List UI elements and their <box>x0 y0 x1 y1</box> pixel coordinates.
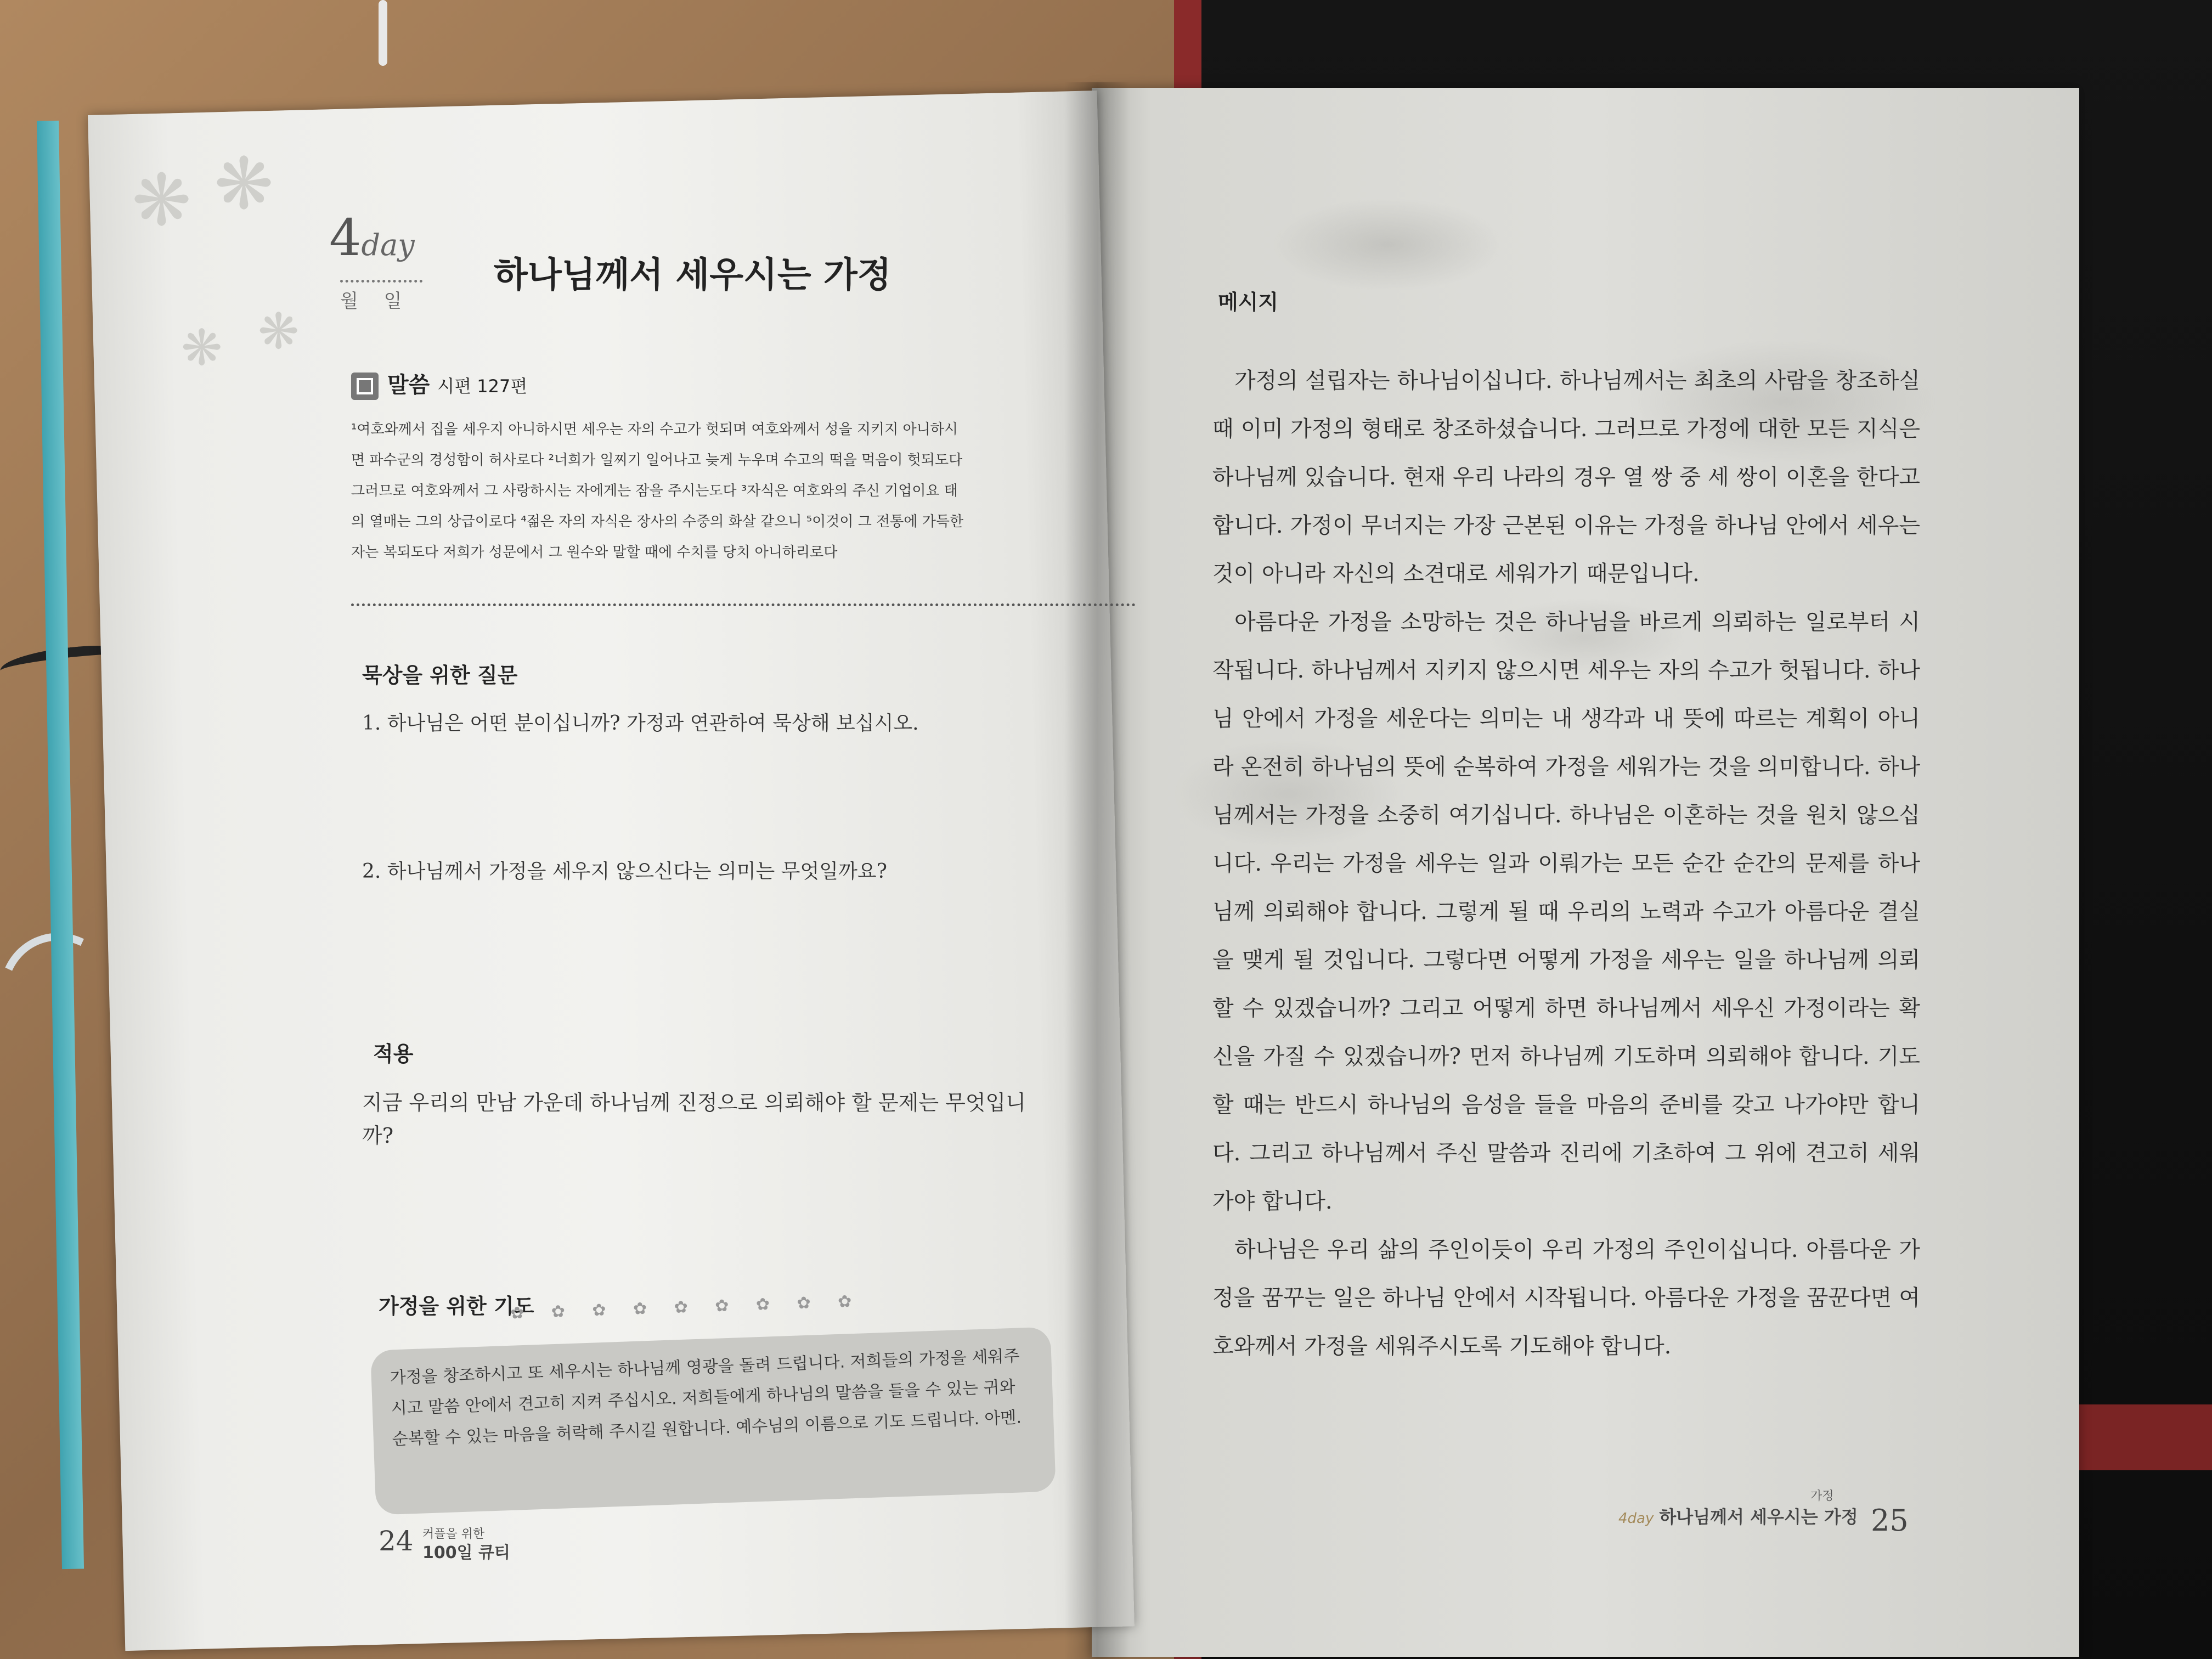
footer-title: 하나님께서 세우시는 가정 <box>1659 1506 1858 1527</box>
message-body <box>1212 357 1920 1370</box>
application-text: 지금 우리의 만남 가운데 하나님께 진정으로 의뢰해야 할 문제는 무엇입니까? <box>362 1091 1026 1148</box>
flower-icon: ❋ <box>132 159 191 242</box>
footer-day: 4day <box>1618 1510 1654 1527</box>
mat-red-corner <box>2063 1404 2212 1470</box>
message-paragraph: 아름다운 가정을 소망하는 것은 하나님을 바르게 의뢰하는 일로부터 시작됩니다. 하나님께서 지키지 않으시면 세우는 자의 수고가 헛됩니다. 하나님 안에서 가정을 세운다는 의미는 내 생각과 내 뜻에 따르는 계획이 아니라 온전히 하나님의 뜻에 순복하여 가정을 세워가는 것을 의미합니다. 하나님께서는 가정을 소중히 여기십니다. 하나님은 이혼하는 것을 원치 않으십니다. 우리는 가정을 세우는 일과 이뤄가는 모든 순간 순간의 문제를 하나님께 의뢰해야 합니다. 그렇게 될 때 우리의 노력과 수고가 아름다운 결실을 맺게 될 것입니다. 그렇다면 어떻게 가정을 세우는 일을 하나님께 의뢰할 수 있겠습니까? 그리고 어떻게 하면 하나님께서 세우신 가정이라는 확신을 가질 수 있겠습니까? 먼저 하나님께 기도하며 의뢰해야 합니다. 기도할 때는 반드시 하나님의 음성을 들을 마음의 준비를 갖고 나가야만 합니다. 그리고 하나님께서 주신 말씀과 진리에 기초하여 그 위에 견고히 세워 가야 합니다. <box>1212 610 1920 1214</box>
flower-icon: ❋ <box>181 319 223 377</box>
book-icon <box>351 373 379 400</box>
scripture-block <box>351 368 1136 568</box>
white-cable <box>379 0 387 66</box>
scripture-heading <box>351 368 1136 400</box>
scripture-line: 자는 복되도다 저희가 성문에서 그 원수와 말할 때에 수치를 당치 아니하리로다 <box>351 544 838 561</box>
footer-category: 가정 <box>1810 1489 1834 1503</box>
scripture-text <box>351 414 1136 568</box>
scripture-line: ¹여호와께서 집을 세우지 아니하시면 세우는 자의 수고가 헛되며 여호와께서 성을 지키지 아니하시 <box>351 421 958 438</box>
scripture-line: 그러므로 여호와께서 그 사랑하시는 자에게는 잠을 주시는도다 ³자식은 여호와의 주신 기업이요 태 <box>351 483 958 499</box>
scripture-heading-label: 말씀 <box>387 373 430 398</box>
scripture-line: 면 파수군의 경성함이 허사로다 ²너희가 일찌기 일어나고 늦게 누우며 수고의 떡을 먹음이 헛되도다 <box>351 452 963 469</box>
meditation-question-2: 2. 하나님께서 가정을 세우지 않으신다는 의미는 무엇일까요? <box>362 860 887 883</box>
book-brand <box>422 1525 510 1564</box>
ornament-flower-icon: ✿ ✿ ✿ ✿ ✿ ✿ ✿ ✿ ✿ <box>510 1291 863 1323</box>
page-number-left: 24 <box>379 1525 414 1557</box>
flower-icon: ❋ <box>214 142 274 225</box>
message-paragraph: 가정의 설립자는 하나님이십니다. 하나님께서는 최초의 사람을 창조하실 때 이미 가정의 형태로 창조하셨습니다. 그러므로 가정에 대한 모든 지식은 하나님께 있습니다. 현재 우리 나라의 경우 열 쌍 중 세 쌍이 이혼을 한다고 합니다. 가정이 무너지는 가장 근본된 이유는 가정을 하나님 안에서 세우는 것이 아니라 자신의 소견대로 세워가기 때문입니다. <box>1212 368 1920 586</box>
prayer-text: 가정을 창조하시고 또 세우시는 하나님께 영광을 돌려 드립니다. 저희들의 가정을 세워주시고 말씀 안에서 견고히 지켜 주십시오. 저희들에게 하나님의 말씀을 들을 수 있는 귀와 순복할 수 있는 마음을 허락해 주시길 원합니다. 예수님의 이름으로 기도 드립니다. 아멘. <box>390 1346 1022 1449</box>
page-number-right: 25 <box>1871 1503 1909 1538</box>
flower-icon: ❋ <box>258 303 300 360</box>
scripture-reference: 시편 127편 <box>437 376 528 397</box>
divider <box>351 603 1136 606</box>
message-heading: 메시지 <box>1218 290 1279 314</box>
book-spine-shadow <box>1064 82 1130 1659</box>
brand-line-2: 100일 큐티 <box>422 1543 511 1562</box>
meditation-question-1: 1. 하나님은 어떤 분이십니까? 가정과 연관하여 묵상해 보십시오. <box>362 712 919 735</box>
prayer-heading: 가정을 위한 기도 <box>379 1294 534 1318</box>
meditation-heading: 묵상을 위한 질문 <box>362 663 518 687</box>
date-line: 월 일 <box>340 280 422 313</box>
day-word: day <box>361 228 415 262</box>
day-number: 4 <box>329 208 362 267</box>
message-paragraph: 하나님은 우리 삶의 주인이듯이 우리 가정의 주인이십니다. 아름다운 가정을 꿈꾸는 일은 하나님 안에서 시작됩니다. 아름다운 가정을 꿈꾼다면 여호와께서 가정을 세워주시도록 기도해야 합니다. <box>1212 1237 1920 1359</box>
scripture-line: 의 열매는 그의 상급이로다 ⁴젊은 자의 자식은 장사의 수중의 화살 같으니 ⁵이것이 그 전통에 가득한 <box>351 514 964 530</box>
day-badge <box>329 208 415 312</box>
brand-line-1: 커플을 위한 <box>422 1527 485 1541</box>
page-footer <box>1618 1503 1858 1528</box>
page-title: 하나님께서 세우시는 가정 <box>494 255 891 296</box>
application-heading: 적용 <box>373 1042 414 1066</box>
prayer-box <box>370 1327 1056 1515</box>
